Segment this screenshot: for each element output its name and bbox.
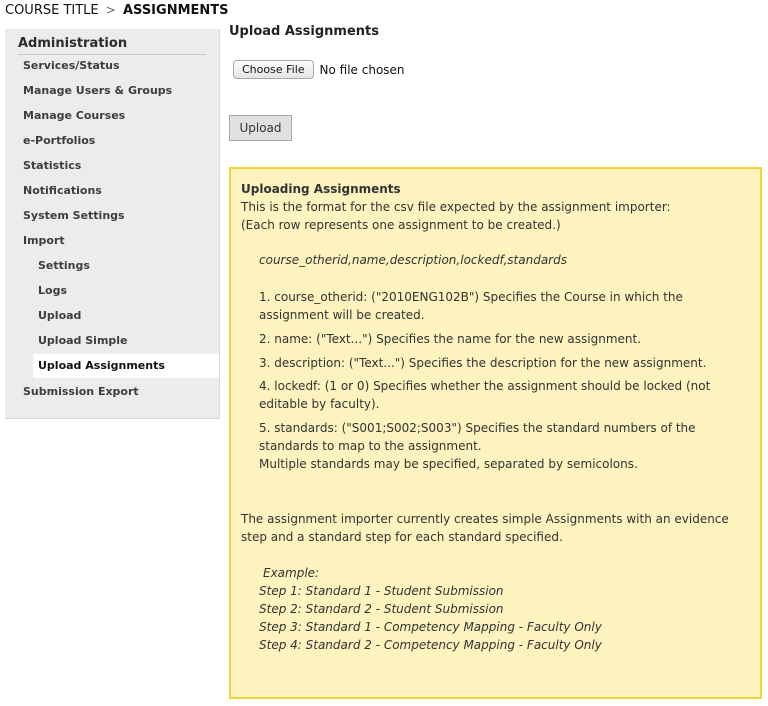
sidebar-item-logs[interactable]: Logs <box>38 284 67 297</box>
page-title: Upload Assignments <box>229 24 379 39</box>
breadcrumb <box>5 3 229 18</box>
sidebar-heading: Administration <box>18 36 206 55</box>
example-step: Step 3: Standard 1 - Competency Mapping - Faculty Only <box>259 620 602 634</box>
sidebar-item-notifications[interactable]: Notifications <box>23 184 102 197</box>
sidebar-item-upload-assignments[interactable]: Upload Assignments <box>33 354 219 378</box>
sidebar-item-manage-courses[interactable]: Manage Courses <box>23 109 126 122</box>
field-description: 3. description: ("Text...") Specifies the description for the new assignment. <box>259 356 707 370</box>
sidebar-item-settings[interactable]: Settings <box>38 259 90 272</box>
sidebar-item-import[interactable]: Import <box>23 234 65 247</box>
file-status-text: No file chosen <box>319 62 405 77</box>
field-course-otherid-cont: assignment will be created. <box>259 308 425 322</box>
sidebar-item-e-portfolios[interactable]: e-Portfolios <box>23 134 96 147</box>
sidebar-item-upload[interactable]: Upload <box>38 309 82 322</box>
choose-file-button[interactable]: Choose File <box>233 60 314 79</box>
example-step: Step 1: Standard 1 - Student Submission <box>259 584 504 598</box>
field-standards: 5. standards: ("S001;S002;S003") Specifies the standard numbers of the <box>259 421 696 435</box>
instructions-title: Uploading Assignments <box>241 182 401 196</box>
importer-note-cont: step and a standard step for each standard specified. <box>241 530 563 544</box>
field-standards-cont: standards to map to the assignment. <box>259 439 482 453</box>
file-input <box>233 60 405 79</box>
instructions-intro: This is the format for the csv file expected by the assignment importer: <box>241 200 671 214</box>
field-lockedf: 4. lockedf: (1 or 0) Specifies whether the assignment should be locked (not <box>259 379 711 393</box>
breadcrumb-current: ASSIGNMENTS <box>122 3 229 18</box>
importer-note: The assignment importer currently creates simple Assignments with an evidence <box>241 512 729 526</box>
csv-format: course_otherid,name,description,lockedf,standards <box>259 253 567 267</box>
instructions-panel <box>229 167 762 699</box>
upload-button[interactable]: Upload <box>229 115 292 141</box>
sidebar-item-upload-simple[interactable]: Upload Simple <box>38 334 128 347</box>
field-course-otherid: 1. course_otherid: ("2010ENG102B") Specifies the Course in which the <box>259 290 683 304</box>
field-lockedf-cont: editable by faculty). <box>259 397 380 411</box>
sidebar-item-submission-export[interactable]: Submission Export <box>23 385 139 398</box>
example-step: Step 2: Standard 2 - Student Submission <box>259 602 504 616</box>
sidebar-item-manage-users-groups[interactable]: Manage Users & Groups <box>23 84 173 97</box>
sidebar-item-system-settings[interactable]: System Settings <box>23 209 125 222</box>
field-standards-note: Multiple standards may be specified, separated by semicolons. <box>259 457 638 471</box>
breadcrumb-course[interactable]: COURSE TITLE <box>5 3 99 18</box>
field-name: 2. name: ("Text...") Specifies the name for the new assignment. <box>259 332 642 346</box>
sidebar-item-statistics[interactable]: Statistics <box>23 159 82 172</box>
example-label: Example: <box>263 566 320 580</box>
example-step: Step 4: Standard 2 - Competency Mapping - Faculty Only <box>259 638 602 652</box>
sidebar <box>5 29 220 419</box>
instructions-intro-note: (Each row represents one assignment to be created.) <box>241 218 561 232</box>
sidebar-item-services-status[interactable]: Services/Status <box>23 59 120 72</box>
breadcrumb-separator: > <box>105 3 116 17</box>
